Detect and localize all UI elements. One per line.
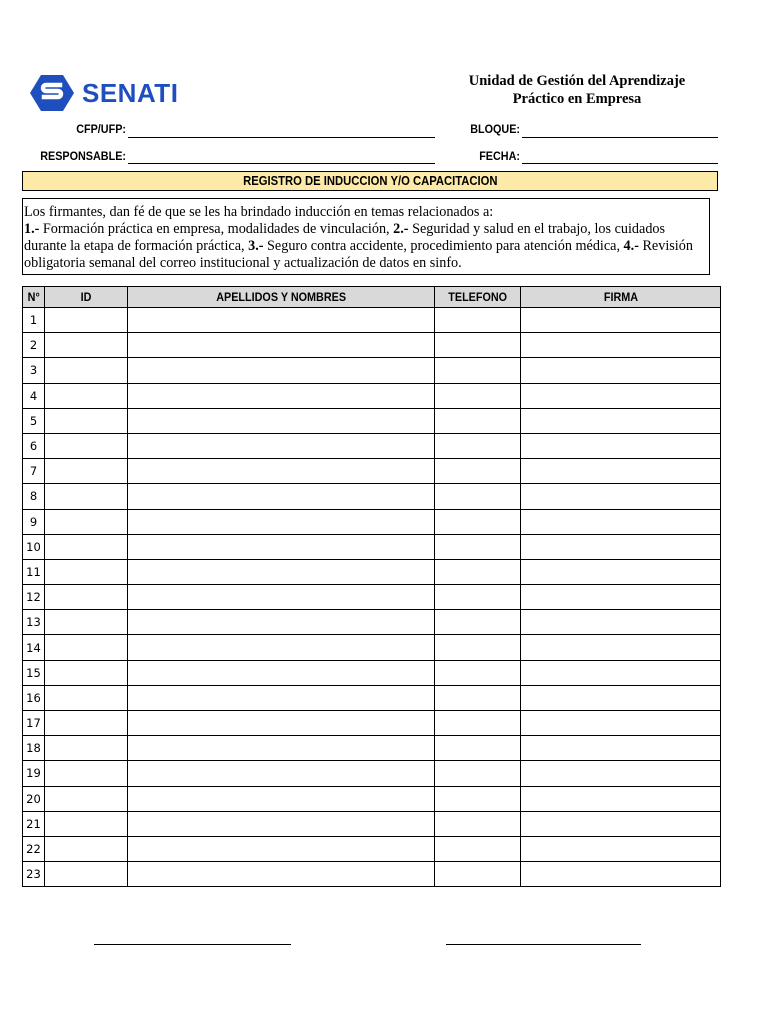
table-row [23, 635, 721, 660]
firma-cell[interactable] [521, 559, 721, 584]
unit-title-line2: Práctico en Empresa [512, 91, 642, 107]
nombres-cell[interactable] [128, 534, 435, 559]
table-row [23, 408, 721, 433]
header-telefono [435, 287, 521, 308]
nombres-cell[interactable] [128, 610, 435, 635]
bloque-field[interactable] [522, 137, 718, 138]
firma-cell[interactable] [521, 484, 721, 509]
id-cell[interactable] [45, 383, 128, 408]
row-number: 7 [23, 459, 45, 484]
id-cell[interactable] [45, 308, 128, 333]
signature-line-right [446, 944, 641, 945]
telefono-cell[interactable] [435, 433, 521, 458]
telefono-cell[interactable] [435, 660, 521, 685]
unit-title-line1: Unidad de Gestión del Aprendizaje [468, 73, 686, 89]
row-number: 4 [23, 383, 45, 408]
table-row [23, 761, 721, 786]
banner-text: REGISTRO DE INDUCCION Y/O CAPACITACION [242, 174, 498, 188]
row-number: 16 [23, 685, 45, 710]
cfp-field[interactable] [128, 137, 435, 138]
id-cell[interactable] [45, 610, 128, 635]
row-number: 12 [23, 585, 45, 610]
row-number: 11 [23, 559, 45, 584]
firma-cell[interactable] [521, 459, 721, 484]
telefono-cell[interactable] [435, 534, 521, 559]
fecha-label: FECHA: [479, 149, 520, 163]
row-number: 3 [23, 358, 45, 383]
row-number: 20 [23, 786, 45, 811]
firma-cell[interactable] [521, 509, 721, 534]
table-row [23, 509, 721, 534]
table-row [23, 811, 721, 836]
table-row [23, 685, 721, 710]
firma-cell[interactable] [521, 660, 721, 685]
id-cell[interactable] [45, 862, 128, 887]
firma-cell[interactable] [521, 635, 721, 660]
row-number: 8 [23, 484, 45, 509]
firma-cell[interactable] [521, 534, 721, 559]
id-cell[interactable] [45, 635, 128, 660]
telefono-cell[interactable] [435, 711, 521, 736]
nombres-cell[interactable] [128, 408, 435, 433]
telefono-cell[interactable] [435, 484, 521, 509]
nombres-cell[interactable] [128, 308, 435, 333]
id-cell[interactable] [45, 660, 128, 685]
registro-banner [22, 171, 718, 191]
telefono-cell[interactable] [435, 408, 521, 433]
intro-n2: 2.- [393, 221, 409, 237]
id-cell[interactable] [45, 811, 128, 836]
table-row [23, 484, 721, 509]
row-number: 9 [23, 509, 45, 534]
table-row [23, 433, 721, 458]
nombres-cell[interactable] [128, 358, 435, 383]
signature-line-left [94, 944, 291, 945]
intro-t3: Seguro contra accidente, procedimiento para atención médica, [263, 238, 624, 254]
row-number: 10 [23, 534, 45, 559]
telefono-cell[interactable] [435, 635, 521, 660]
nombres-cell[interactable] [128, 786, 435, 811]
firma-cell[interactable] [521, 308, 721, 333]
header-telefono-text: TELEFONO [448, 290, 507, 304]
table-row [23, 308, 721, 333]
firma-cell[interactable] [521, 408, 721, 433]
nombres-cell[interactable] [128, 761, 435, 786]
telefono-cell[interactable] [435, 761, 521, 786]
table-row [23, 610, 721, 635]
telefono-cell[interactable] [435, 585, 521, 610]
id-cell[interactable] [45, 509, 128, 534]
header-num-text: N° [27, 290, 40, 304]
responsable-field[interactable] [128, 163, 435, 164]
intro-n1: 1.- [24, 221, 40, 237]
nombres-cell[interactable] [128, 559, 435, 584]
row-number: 1 [23, 308, 45, 333]
firma-cell[interactable] [521, 811, 721, 836]
telefono-cell[interactable] [435, 383, 521, 408]
id-cell[interactable] [45, 484, 128, 509]
header-num [23, 287, 45, 308]
table-row [23, 711, 721, 736]
row-number: 5 [23, 408, 45, 433]
unit-title [440, 72, 714, 108]
id-cell[interactable] [45, 408, 128, 433]
firma-cell[interactable] [521, 383, 721, 408]
header-id-text: ID [80, 290, 92, 304]
intro-paragraph [22, 198, 710, 275]
firma-cell[interactable] [521, 433, 721, 458]
intro-n4: 4.- [623, 238, 639, 254]
telefono-cell[interactable] [435, 811, 521, 836]
intro-t4: Revisión obligatoria semanal del correo institucional y actualización de datos en sinfo. [24, 238, 693, 271]
intro-t2: Seguridad y salud en el trabajo, los cuidados durante la etapa de formación práctica, [24, 221, 666, 254]
id-cell[interactable] [45, 559, 128, 584]
nombres-cell[interactable] [128, 585, 435, 610]
telefono-cell[interactable] [435, 786, 521, 811]
firma-cell[interactable] [521, 786, 721, 811]
table-row [23, 660, 721, 685]
firma-cell[interactable] [521, 610, 721, 635]
telefono-cell[interactable] [435, 308, 521, 333]
id-cell[interactable] [45, 585, 128, 610]
id-cell[interactable] [45, 836, 128, 861]
telefono-cell[interactable] [435, 685, 521, 710]
row-number: 14 [23, 635, 45, 660]
table-row [23, 786, 721, 811]
telefono-cell[interactable] [435, 459, 521, 484]
nombres-cell[interactable] [128, 433, 435, 458]
row-number: 13 [23, 610, 45, 635]
table-row [23, 459, 721, 484]
row-number: 21 [23, 811, 45, 836]
intro-t1: Formación práctica en empresa, modalidades de vinculación, [39, 221, 394, 237]
id-cell[interactable] [45, 459, 128, 484]
telefono-cell[interactable] [435, 333, 521, 358]
header-id [45, 287, 128, 308]
nombres-cell[interactable] [128, 836, 435, 861]
intro-n3: 3.- [248, 238, 264, 254]
id-cell[interactable] [45, 786, 128, 811]
firma-cell[interactable] [521, 333, 721, 358]
nombres-cell[interactable] [128, 509, 435, 534]
firma-cell[interactable] [521, 761, 721, 786]
senati-emblem-icon [30, 73, 74, 113]
nombres-cell[interactable] [128, 811, 435, 836]
table-row [23, 736, 721, 761]
telefono-cell[interactable] [435, 736, 521, 761]
table-row [23, 383, 721, 408]
table-row [23, 559, 721, 584]
fecha-field[interactable] [522, 163, 718, 164]
table-row [23, 836, 721, 861]
header-firma-text: FIRMA [603, 290, 638, 304]
firma-cell[interactable] [521, 358, 721, 383]
nombres-cell[interactable] [128, 685, 435, 710]
row-number: 6 [23, 433, 45, 458]
row-number: 18 [23, 736, 45, 761]
id-cell[interactable] [45, 685, 128, 710]
nombres-cell[interactable] [128, 711, 435, 736]
intro-line1: Los firmantes, dan fé de que se les ha brindado inducción en temas relacionados a: [24, 204, 494, 220]
table-row [23, 534, 721, 559]
telefono-cell[interactable] [435, 559, 521, 584]
firma-cell[interactable] [521, 685, 721, 710]
firma-cell[interactable] [521, 836, 721, 861]
nombres-cell[interactable] [128, 333, 435, 358]
table-row [23, 333, 721, 358]
telefono-cell[interactable] [435, 836, 521, 861]
table-row [23, 358, 721, 383]
responsable-label: RESPONSABLE: [40, 149, 127, 163]
nombres-cell[interactable] [128, 660, 435, 685]
row-number: 19 [23, 761, 45, 786]
bloque-label: BLOQUE: [470, 122, 520, 136]
nombres-cell[interactable] [128, 635, 435, 660]
row-number: 2 [23, 333, 45, 358]
logo-text: SENATI [82, 77, 179, 108]
id-cell[interactable] [45, 433, 128, 458]
table-body [23, 308, 721, 887]
header-nombres [128, 287, 435, 308]
telefono-cell[interactable] [435, 610, 521, 635]
id-cell[interactable] [45, 736, 128, 761]
id-cell[interactable] [45, 711, 128, 736]
senati-logo [30, 72, 180, 114]
row-number: 23 [23, 862, 45, 887]
firma-cell[interactable] [521, 862, 721, 887]
telefono-cell[interactable] [435, 358, 521, 383]
header-nombres-text: APELLIDOS Y NOMBRES [216, 290, 346, 304]
nombres-cell[interactable] [128, 484, 435, 509]
row-number: 15 [23, 660, 45, 685]
table-row [23, 862, 721, 887]
header-firma [521, 287, 721, 308]
table-header-row [23, 287, 721, 308]
row-number: 22 [23, 836, 45, 861]
telefono-cell[interactable] [435, 862, 521, 887]
id-cell[interactable] [45, 534, 128, 559]
nombres-cell[interactable] [128, 383, 435, 408]
registration-table [22, 286, 721, 887]
nombres-cell[interactable] [128, 862, 435, 887]
nombres-cell[interactable] [128, 459, 435, 484]
table-row [23, 585, 721, 610]
telefono-cell[interactable] [435, 509, 521, 534]
firma-cell[interactable] [521, 585, 721, 610]
firma-cell[interactable] [521, 736, 721, 761]
firma-cell[interactable] [521, 711, 721, 736]
nombres-cell[interactable] [128, 736, 435, 761]
id-cell[interactable] [45, 761, 128, 786]
id-cell[interactable] [45, 333, 128, 358]
row-number: 17 [23, 711, 45, 736]
id-cell[interactable] [45, 358, 128, 383]
cfp-label: CFP/UFP: [76, 122, 126, 136]
